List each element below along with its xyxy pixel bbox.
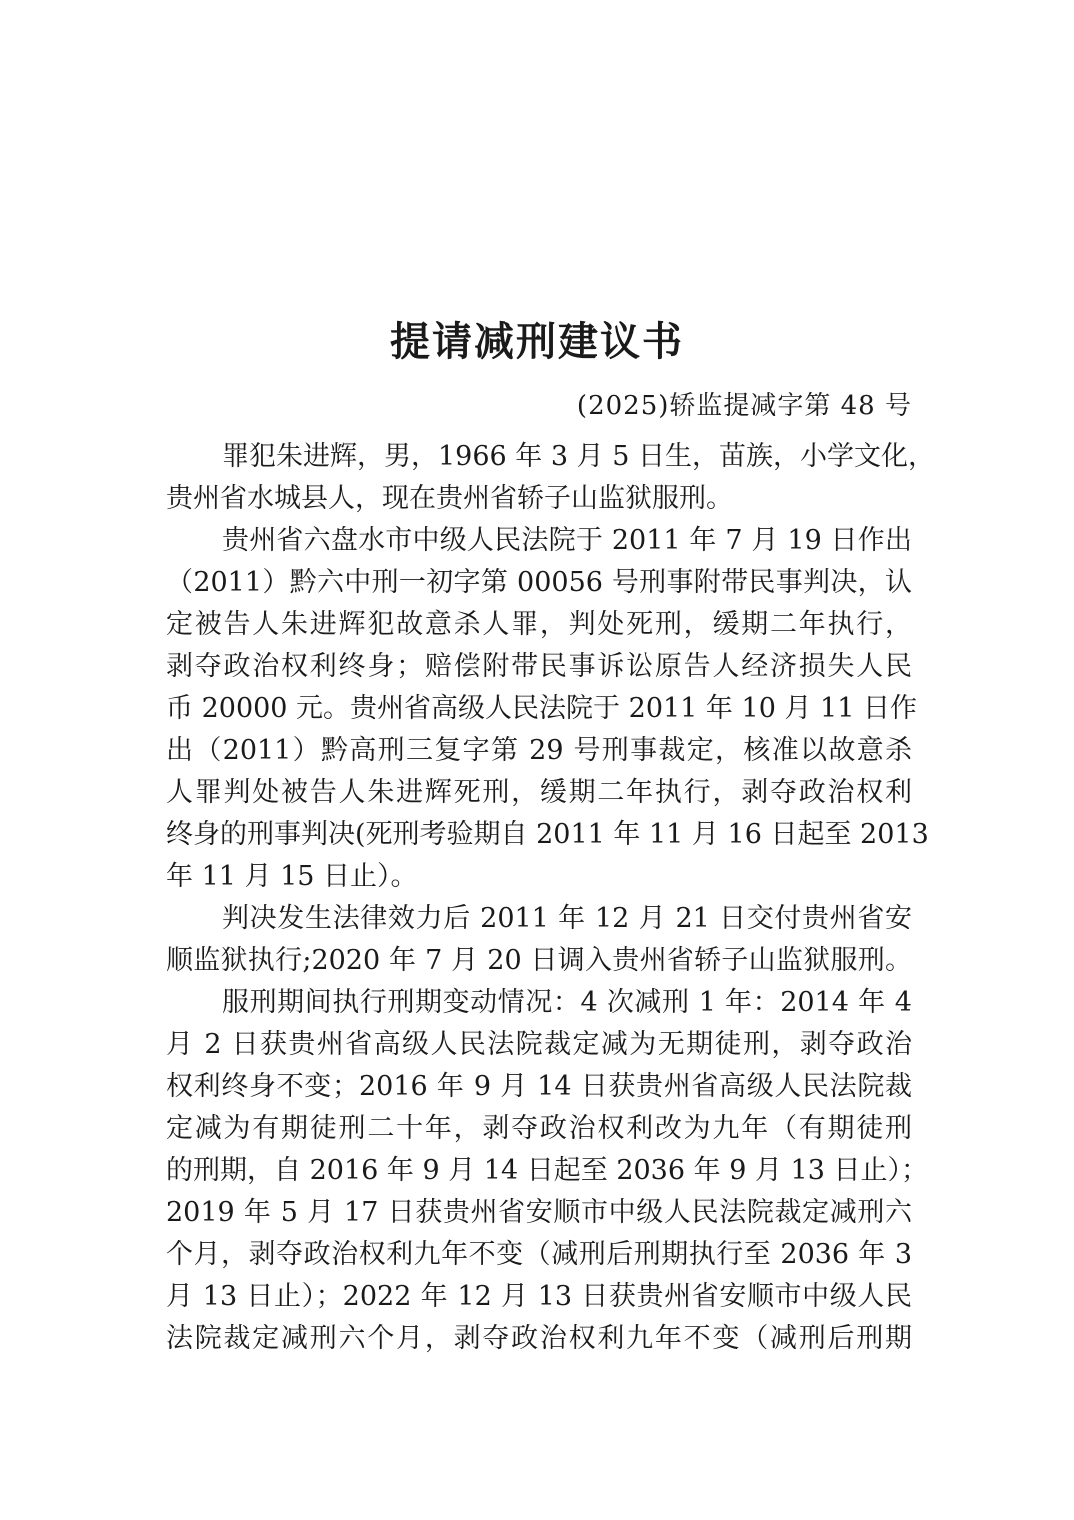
- body-line: 年 11 月 15 日止）。: [166, 861, 418, 892]
- document-body: [166, 436, 935, 1360]
- body-line: 剥夺政治权利终身；赔偿附带民事诉讼原告人经济损失人民: [166, 651, 912, 682]
- body-line: 顺监狱执行;2020 年 7 月 20 日调入贵州省轿子山监狱服刑。: [166, 945, 912, 976]
- body-line: 月 2 日获贵州省高级人民法院裁定减为无期徒刑，剥夺政治: [166, 1029, 912, 1060]
- body-line: 月 13 日止）；2022 年 12 月 13 日获贵州省安顺市中级人民: [166, 1281, 912, 1312]
- body-line: 法院裁定减刑六个月，剥夺政治权利九年不变（减刑后刑期: [166, 1323, 912, 1354]
- body-line: 服刑期间执行刑期变动情况：4 次减刑 1 年：2014 年 4: [222, 987, 912, 1018]
- body-line: 权利终身不变；2016 年 9 月 14 日获贵州省高级人民法院裁: [166, 1071, 912, 1102]
- body-line: 出（2011）黔高刑三复字第 29 号刑事裁定，核准以故意杀: [166, 735, 912, 766]
- body-line: 币 20000 元。贵州省高级人民法院于 2011 年 10 月 11 日作: [166, 693, 917, 724]
- body-line: 定被告人朱进辉犯故意杀人罪，判处死刑，缓期二年执行，: [166, 609, 912, 640]
- body-line: 定减为有期徒刑二十年，剥夺政治权利改为九年（有期徒刑: [166, 1113, 912, 1144]
- body-line: 个月，剥夺政治权利九年不变（减刑后刑期执行至 2036 年 3: [166, 1239, 912, 1270]
- body-line: 贵州省水城县人，现在贵州省轿子山监狱服刑。: [166, 483, 733, 514]
- body-line: 判决发生法律效力后 2011 年 12 月 21 日交付贵州省安: [222, 903, 912, 934]
- body-line: （2011）黔六中刑一初字第 00056 号刑事附带民事判决，认: [166, 567, 912, 598]
- body-line: 的刑期，自 2016 年 9 月 14 日起至 2036 年 9 月 13 日止）；: [166, 1155, 928, 1186]
- document-number: (2025)轿监提减字第 48 号: [576, 391, 912, 421]
- document-title: 提请减刑建议书: [390, 318, 684, 365]
- body-line: 人罪判处被告人朱进辉死刑，缓期二年执行，剥夺政治权利: [166, 777, 912, 808]
- body-line: 2019 年 5 月 17 日获贵州省安顺市中级人民法院裁定减刑六: [166, 1197, 912, 1228]
- body-line: 贵州省六盘水市中级人民法院于 2011 年 7 月 19 日作出: [222, 525, 912, 556]
- body-line: 终身的刑事判决(死刑考验期自 2011 年 11 月 16 日起至 2013: [166, 819, 929, 850]
- body-line: 罪犯朱进辉，男，1966 年 3 月 5 日生，苗族，小学文化，: [222, 441, 935, 472]
